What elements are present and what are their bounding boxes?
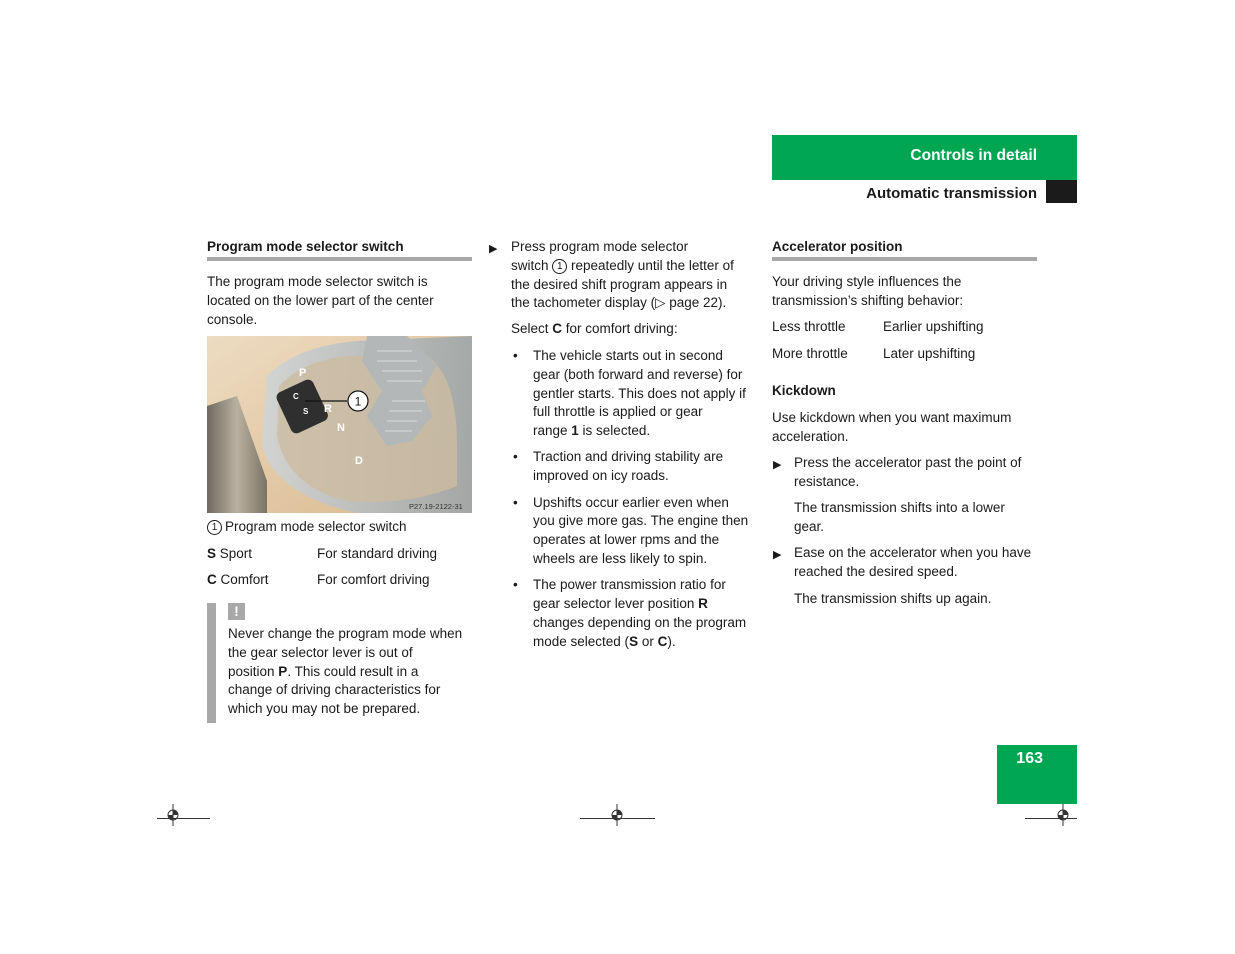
kickdown-step-2	[794, 544, 1031, 582]
throttle-left-less: Less throttle	[772, 319, 846, 334]
registration-mark-icon	[608, 804, 626, 831]
gear-r-bold: R	[698, 596, 708, 612]
caution-line	[228, 663, 462, 682]
bullet-dot-icon: •	[513, 494, 518, 510]
bullet-line	[533, 550, 756, 569]
result-line: gear.	[794, 518, 825, 534]
text-run: changes depending on the program	[533, 614, 747, 630]
mode-desc-sport: For standard driving	[317, 546, 438, 561]
gear-selector-illustration	[207, 336, 472, 513]
intro-line: transmission’s shifting behavior:	[772, 292, 964, 308]
text-run: is selected.	[578, 423, 651, 439]
comfort-bullet-list	[511, 347, 756, 651]
text-run: Never change the program mode when	[228, 626, 463, 641]
header-corner-block	[1046, 180, 1077, 203]
heading-rule	[772, 257, 1037, 261]
bullet-line	[533, 633, 756, 652]
caution-line	[228, 681, 462, 700]
program-mode-intro	[207, 273, 434, 329]
text-run: The vehicle starts out in second	[533, 348, 723, 363]
text-run: the gear selector lever is out of	[228, 644, 413, 660]
step-press-switch	[511, 238, 734, 313]
text-run: ).	[667, 633, 676, 649]
text-run: range	[533, 423, 572, 439]
text-run: you give more gas. The engine then	[533, 513, 749, 529]
callout-circle: 1	[552, 259, 567, 274]
step-line: Press the accelerator past the point of	[794, 455, 1022, 470]
mode-row-comfort	[207, 571, 269, 590]
caution-line	[228, 644, 462, 663]
text-run: change of driving characteristics for	[228, 682, 441, 698]
text-run: wheels are less likely to spin.	[533, 550, 708, 566]
text-run: improved on icy roads.	[533, 468, 669, 484]
text-run: gear selector lever position	[533, 596, 699, 612]
registration-mark-icon	[164, 804, 182, 831]
bullet-line	[533, 531, 756, 550]
text-run: The power transmission ratio for	[533, 577, 726, 593]
bullet-line	[533, 366, 756, 385]
text-run: gentler starts. This does not apply if	[533, 385, 746, 401]
text-run: switch	[511, 257, 553, 273]
text-run: Traction and driving stability are	[533, 449, 724, 465]
gear-p-bold: P	[278, 663, 288, 679]
lever-letter-d: D	[355, 455, 363, 467]
kickdown-result-2	[794, 590, 991, 609]
text-run: Select	[511, 321, 553, 336]
mode-row-sport	[207, 545, 252, 564]
section-title: Controls in detail	[910, 147, 1037, 164]
switch-letter-s: S	[303, 407, 309, 416]
result-line: The transmission shifts up again.	[794, 591, 992, 606]
text-run: full throttle is applied or gear	[533, 404, 703, 420]
mode-desc-comfort: For comfort driving	[317, 572, 430, 587]
select-comfort-line	[511, 320, 678, 339]
bullet-line	[533, 467, 756, 486]
intro-line: acceleration.	[772, 428, 849, 444]
callout-circle: 1	[207, 520, 222, 535]
bullet-dot-icon: •	[513, 348, 518, 363]
caution-line	[228, 700, 462, 719]
image-caption	[207, 518, 407, 537]
text-run: position	[228, 663, 279, 679]
bullet-line	[533, 576, 756, 595]
subsection-title	[772, 180, 1046, 203]
kickdown-heading: Kickdown	[772, 383, 836, 398]
text-run: gear (both forward and reverse) for	[533, 366, 743, 382]
caution-text	[228, 625, 462, 719]
bullet-item	[511, 576, 756, 651]
bullet-item	[511, 347, 756, 441]
page-number: 163	[1016, 750, 1043, 767]
step-line: reached the desired speed.	[794, 563, 958, 579]
mode-c-bold: C	[657, 633, 668, 649]
text-run: for comfort driving:	[562, 321, 678, 336]
accelerator-intro	[772, 273, 963, 311]
step-line: resistance.	[794, 473, 860, 489]
step-arrow-icon: ▶	[489, 243, 498, 255]
bullet-line	[533, 494, 756, 513]
bullet-line	[533, 403, 756, 422]
caution-line	[228, 625, 462, 644]
text-run: operates at lower rpms and the	[533, 532, 720, 548]
bullet-line	[533, 422, 756, 441]
page-number-box	[997, 745, 1077, 804]
text-run: . This could result in a	[287, 663, 419, 679]
program-mode-heading: Program mode selector switch	[207, 239, 404, 254]
step-arrow-icon: ▶	[773, 549, 782, 561]
mode-label: Sport	[216, 546, 253, 561]
callout-number: 1	[354, 394, 362, 409]
mode-key: S	[207, 546, 217, 561]
mode-s-bold: S	[629, 633, 639, 649]
throttle-left-more: More throttle	[772, 346, 848, 361]
bullet-line	[533, 512, 756, 531]
image-ref-code: P27.19-2122-31	[409, 502, 463, 511]
intro-line: located on the lower part of the center	[207, 292, 434, 308]
kickdown-step-1	[794, 454, 1021, 492]
bullet-line	[533, 614, 756, 633]
intro-line: Use kickdown when you want maximum	[772, 410, 1012, 425]
kickdown-result-1	[794, 499, 1005, 537]
lever-letter-r: R	[324, 403, 332, 415]
caution-bar	[207, 603, 216, 723]
heading-rule	[207, 257, 472, 261]
throttle-right-later: Later upshifting	[883, 346, 976, 361]
switch-letter-c: C	[293, 392, 299, 401]
text-run: or	[638, 633, 658, 649]
bullet-line	[533, 595, 756, 614]
lever-letter-n: N	[337, 422, 345, 434]
step-arrow-icon: ▶	[773, 459, 782, 471]
step-line: Press program mode selector	[511, 239, 689, 254]
kickdown-intro	[772, 409, 1011, 447]
throttle-right-earlier: Earlier upshifting	[883, 319, 984, 334]
subsection-title-text: Automatic transmission	[866, 185, 1037, 202]
intro-line: Your driving style influences the	[772, 274, 962, 289]
bullet-item	[511, 448, 756, 486]
step-line: Ease on the accelerator when you have	[794, 545, 1032, 560]
caution-icon: !	[228, 603, 245, 620]
result-line: The transmission shifts into a lower	[794, 500, 1005, 515]
bullet-dot-icon: •	[513, 577, 518, 593]
mode-label: Comfort	[216, 572, 269, 587]
bullet-line	[533, 448, 756, 467]
text-run: which you may not be prepared.	[228, 701, 421, 717]
step-line: the desired shift program appears in	[511, 276, 728, 292]
bullet-line	[533, 347, 756, 366]
gear-1-bold: 1	[571, 423, 579, 439]
lever-letter-p: P	[299, 367, 307, 379]
intro-line: The program mode selector switch is	[207, 274, 428, 289]
text-run: repeatedly until the letter of	[567, 257, 734, 273]
bullet-dot-icon: •	[513, 449, 518, 465]
gear-selector-photo	[207, 336, 472, 513]
accelerator-heading: Accelerator position	[772, 239, 903, 254]
text-run: mode selected (	[533, 633, 630, 649]
step-line	[511, 257, 734, 276]
mode-key: C	[207, 572, 217, 587]
bullet-line	[533, 385, 756, 404]
bullet-item	[511, 494, 756, 569]
section-header-bar	[772, 135, 1077, 180]
mode-c-bold: C	[552, 321, 563, 336]
registration-mark-icon	[1054, 804, 1072, 831]
intro-line: console.	[207, 311, 258, 327]
text-run: Upshifts occur earlier even when	[533, 494, 729, 510]
caption-text: Program mode selector switch	[225, 519, 407, 534]
step-line: the tachometer display (▷ page 22).	[511, 295, 727, 311]
